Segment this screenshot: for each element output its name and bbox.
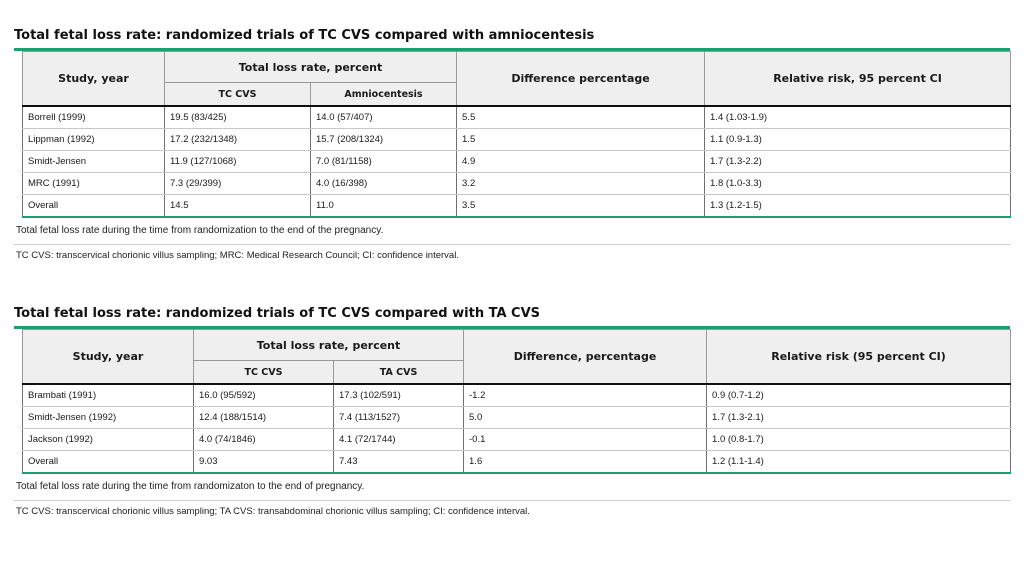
cell-difference: -1.2 <box>464 384 707 407</box>
table-row <box>23 129 1011 151</box>
cell-tc-cvs: 17.2 (232/1348) <box>165 129 311 151</box>
cell-study: MRC (1991) <box>23 173 165 195</box>
table2-subheader-tc-cvs: TC CVS <box>194 361 334 385</box>
table2-header-loss-rate: Total loss rate, percent <box>194 330 464 361</box>
table2-header-study: Study, year <box>23 330 194 385</box>
cell-relative-risk: 0.9 (0.7-1.2) <box>707 384 1011 407</box>
table2-header-difference: Difference, percentage <box>464 330 707 385</box>
table1-header-loss-rate: Total loss rate, percent <box>165 52 457 83</box>
cell-relative-risk: 1.2 (1.1-1.4) <box>707 451 1011 474</box>
cell-ta-cvs: 7.4 (113/1527) <box>334 407 464 429</box>
cell-relative-risk: 1.0 (0.8-1.7) <box>707 429 1011 451</box>
table-row <box>23 407 1011 429</box>
cell-study: Smidt-Jensen (1992) <box>23 407 194 429</box>
table2-section <box>14 304 1010 523</box>
cell-tc-cvs: 9.03 <box>194 451 334 474</box>
cell-difference: -0.1 <box>464 429 707 451</box>
table2-title: Total fetal loss rate: randomized trials of TC CVS compared with TA CVS <box>14 306 541 321</box>
table-row <box>23 429 1011 451</box>
cell-amniocentesis: 15.7 (208/1324) <box>311 129 457 151</box>
cell-tc-cvs: 12.4 (188/1514) <box>194 407 334 429</box>
cell-relative-risk: 1.1 (0.9-1.3) <box>705 129 1011 151</box>
cell-study: Lippman (1992) <box>23 129 165 151</box>
cell-amniocentesis: 4.0 (16/398) <box>311 173 457 195</box>
table1-section <box>14 26 1010 267</box>
cell-relative-risk: 1.3 (1.2-1.5) <box>705 195 1011 218</box>
cell-amniocentesis: 14.0 (57/407) <box>311 106 457 129</box>
cell-tc-cvs: 16.0 (95/592) <box>194 384 334 407</box>
cell-study: Brambati (1991) <box>23 384 194 407</box>
table1-header-difference: Difference percentage <box>457 52 705 107</box>
table1-subheader-tc-cvs: TC CVS <box>165 83 311 107</box>
table2-header-relative-risk: Relative risk (95 percent CI) <box>707 330 1011 385</box>
cell-relative-risk: 1.7 (1.3-2.1) <box>707 407 1011 429</box>
cell-tc-cvs: 4.0 (74/1846) <box>194 429 334 451</box>
table2-footnote-definition: Total fetal loss rate during the time from randomizaton to the end of pregnancy. <box>14 474 1010 501</box>
table-row <box>23 451 1011 474</box>
cell-amniocentesis: 7.0 (81/1158) <box>311 151 457 173</box>
table-row <box>23 384 1011 407</box>
cell-study: Smidt-Jensen <box>23 151 165 173</box>
cell-difference: 1.6 <box>464 451 707 474</box>
table-row <box>23 106 1011 129</box>
cell-tc-cvs: 19.5 (83/425) <box>165 106 311 129</box>
cell-ta-cvs: 17.3 (102/591) <box>334 384 464 407</box>
cell-tc-cvs: 14.5 <box>165 195 311 218</box>
cell-study: Borrell (1999) <box>23 106 165 129</box>
cell-amniocentesis: 11.0 <box>311 195 457 218</box>
table1-footnote-abbreviations: TC CVS: transcervical chorionic villus sampling; MRC: Medical Research Council; CI: confidence interval. <box>16 250 459 261</box>
table2-footnote-abbreviations: TC CVS: transcervical chorionic villus sampling; TA CVS: transabdominal chorionic villus sampling; CI: confidence interval. <box>16 506 530 517</box>
cell-study: Jackson (1992) <box>23 429 194 451</box>
table1-footnote-definition: Total fetal loss rate during the time from randomization to the end of the pregnancy. <box>14 218 1010 245</box>
table1-header-study: Study, year <box>23 52 165 107</box>
table1-title: Total fetal loss rate: randomized trials of TC CVS compared with amniocentesis <box>14 28 595 43</box>
table-row <box>23 195 1011 218</box>
table-row <box>23 173 1011 195</box>
cell-difference: 1.5 <box>457 129 705 151</box>
table2 <box>22 329 1011 474</box>
cell-ta-cvs: 7.43 <box>334 451 464 474</box>
cell-relative-risk: 1.4 (1.03-1.9) <box>705 106 1011 129</box>
table1-subheader-amniocentesis: Amniocentesis <box>311 83 457 107</box>
cell-tc-cvs: 11.9 (127/1068) <box>165 151 311 173</box>
cell-ta-cvs: 4.1 (72/1744) <box>334 429 464 451</box>
cell-tc-cvs: 7.3 (29/399) <box>165 173 311 195</box>
table-row <box>23 151 1011 173</box>
cell-relative-risk: 1.8 (1.0-3.3) <box>705 173 1011 195</box>
cell-difference: 3.2 <box>457 173 705 195</box>
cell-relative-risk: 1.7 (1.3-2.2) <box>705 151 1011 173</box>
cell-study: Overall <box>23 451 194 474</box>
cell-difference: 4.9 <box>457 151 705 173</box>
table2-subheader-ta-cvs: TA CVS <box>334 361 464 385</box>
cell-study: Overall <box>23 195 165 218</box>
cell-difference: 5.5 <box>457 106 705 129</box>
table1-header-relative-risk: Relative risk, 95 percent CI <box>705 52 1011 107</box>
cell-difference: 3.5 <box>457 195 705 218</box>
cell-difference: 5.0 <box>464 407 707 429</box>
table1 <box>22 51 1011 218</box>
